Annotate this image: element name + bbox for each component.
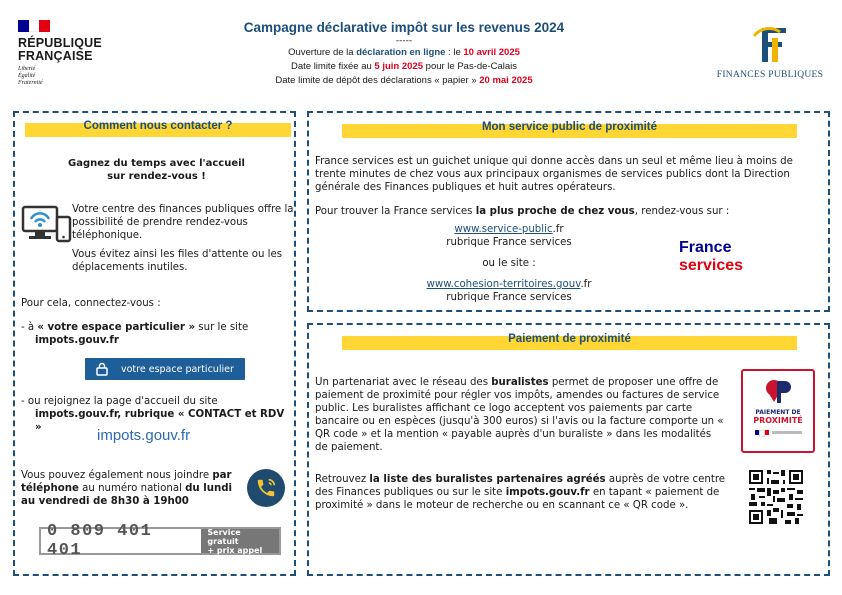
phone-paragraph: Vous pouvez également nous joindre par téléphone au numéro national du lundi au vendredi de 8h30 à 19h00 <box>21 470 233 507</box>
paiement-banner: Paiement de proximité <box>508 333 631 345</box>
rdv-paragraph-1: Votre centre des finances publiques offre la possibilité de prendre rendez-vous téléphonique. <box>72 204 294 241</box>
paiement-paragraph-1: Un partenariat avec le réseau des buralistes permet de proposer une offre de paiement de proximité pour régler vos impôts, amendes ou factures de service public. Les buralistes affichant ce logo acceptent vos paiements par carte bancaire ou en espèces (jusqu'à 300 euros) si l'avis ou la facture comporte un « QR code » et la mention « payable auprès d'un buraliste » dans les modalités de paiement. <box>315 377 724 453</box>
espace-button-label: votre espace particulier <box>121 363 234 375</box>
rdv-paragraph-2: Vous évitez ainsi les files d'attente ou les déplacements inutiles. <box>72 249 283 273</box>
motto-liberte: Liberté <box>18 66 36 72</box>
finances-publiques-text: FINANCES PUBLIQUES <box>716 70 824 80</box>
rdv-title-2: sur rendez-vous ! <box>107 171 206 182</box>
paiement-logo-line2: PROXIMITÉ <box>753 416 803 425</box>
lock-icon <box>95 362 109 376</box>
date-line-3: Date limite de dépôt des déclarations « papier » 20 mai 2025 <box>275 75 533 86</box>
phone-number-box[interactable] <box>39 522 281 560</box>
service-panel <box>307 111 830 312</box>
republique-francaise-logo <box>18 20 108 87</box>
bullet-contact-rdv: - ou rejoignez la page d'accueil du site impots.gouv.fr, rubrique « CONTACT et RDV » <box>21 395 291 434</box>
finances-publiques-emblem-icon <box>748 24 792 64</box>
paiement-logo-line1: PAIEMENT DE <box>755 409 801 416</box>
service-paragraph-2: Pour trouver la France services la plus proche de chez vous, rendez-vous sur : <box>315 206 730 217</box>
contact-panel <box>13 111 296 576</box>
paiement-panel <box>307 323 830 576</box>
computer-phone-icon <box>21 201 73 245</box>
phone-tariff-tag: Service gratuit + prix appel <box>201 529 279 553</box>
flag-icon <box>18 20 50 32</box>
finances-publiques-logo <box>710 24 830 80</box>
connect-label: Pour cela, connectez-vous : <box>21 298 161 309</box>
contact-banner: Comment nous contacter ? <box>83 120 233 132</box>
rf-line2: FRANÇAISE <box>18 49 93 63</box>
page-title: Campagne déclarative impôt sur les revenus 2024 <box>243 20 565 35</box>
qr-code-icon[interactable] <box>747 468 805 526</box>
date-line-1: Ouverture de la déclaration en ligne : le 10 avril 2025 <box>288 47 520 58</box>
rf-line1: RÉPUBLIQUE <box>18 36 102 50</box>
rdv-title-1: Gagnez du temps avec l'accueil <box>68 158 245 169</box>
impots-gouv-logo[interactable]: impots.gouv.fr <box>97 427 191 444</box>
phone-number: 0 809 401 401 <box>47 522 153 560</box>
bullet-espace: - à « votre espace particulier » sur le site impots.gouv.fr <box>21 322 249 346</box>
paiement-proximite-logo <box>741 369 815 453</box>
title-separator: ----- <box>395 36 413 46</box>
date-line-2: Date limite fixée au 5 juin 2025 pour le Pas-de-Calais <box>290 61 518 72</box>
rubrique-1: rubrique France services <box>446 237 572 248</box>
or-site-label: ou le site : <box>482 258 536 269</box>
service-public-link[interactable]: www.service-public.fr <box>454 224 564 235</box>
small-flag-icon <box>743 430 813 437</box>
cohesion-territoires-link[interactable]: www.cohesion-territoires.gouv.fr <box>426 279 592 290</box>
header-block <box>180 20 628 88</box>
motto-egalite: Égalité <box>18 73 36 79</box>
france-services-logo: France services <box>679 239 744 274</box>
phone-call-icon <box>247 469 285 507</box>
paiement-pin-icon <box>763 377 793 405</box>
service-paragraph-1: France services est un guichet unique qui donne accès dans un seul et même lieu à moins de trente minutes de chez vous aux principaux organismes de services publics dont la Direction générale des Finances publiques et huit autres opérateurs. <box>315 156 793 193</box>
paiement-paragraph-2: Retrouvez la liste des buralistes partenaires agréés auprès de votre centre des Finances publiques ou sur le site impots.gouv.fr en tapant « paiement de proximité » dans le moteur de recherche ou en scannant ce « QR code ». <box>315 474 726 511</box>
impots-link-1[interactable]: impots.gouv.fr <box>35 335 119 346</box>
impots-contact-link[interactable]: impots.gouv.fr, rubrique « CONTACT et RDV » <box>35 409 285 433</box>
service-banner: Mon service public de proximité <box>481 121 658 133</box>
espace-particulier-button[interactable] <box>85 358 245 380</box>
rubrique-2: rubrique France services <box>446 292 572 303</box>
motto-fraternite: Fraternité <box>18 80 43 86</box>
